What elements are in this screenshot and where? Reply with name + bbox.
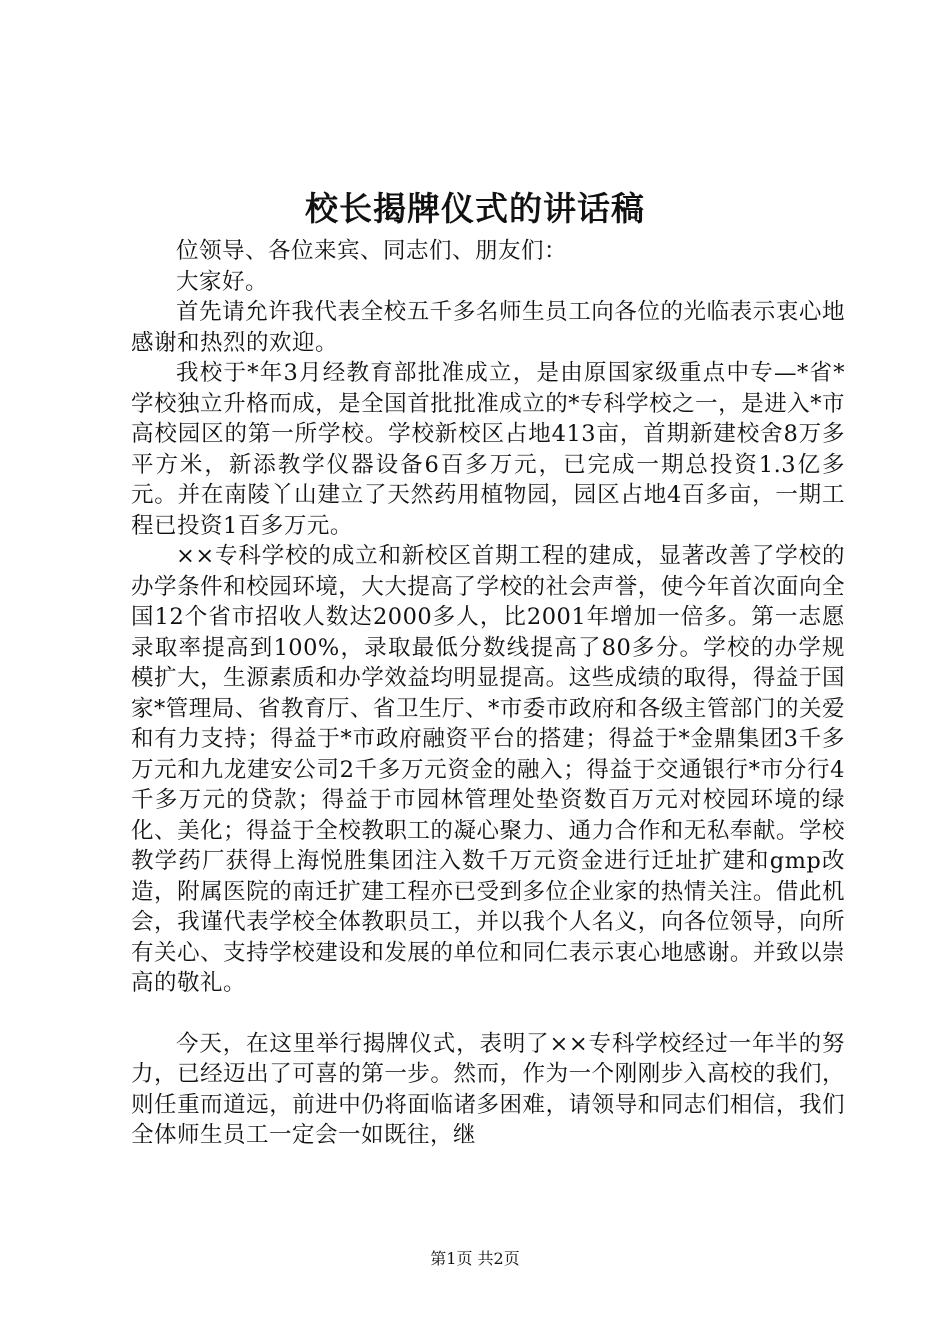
welcome-paragraph: 首先请允许我代表全校五千多名师生员工向各位的光临表示衷心地感谢和热烈的欢迎。	[131, 299, 845, 356]
greeting-paragraph: 位领导、各位来宾、同志们、朋友们：	[176, 238, 568, 264]
document-body	[131, 236, 845, 1151]
page-footer: 第1页 共2页	[430, 1249, 520, 1268]
ceremony-paragraph: 今天，在这里举行揭牌仪式，表明了××专科学校经过一年半的努力，已经迈出了可喜的第一步。然而，作为一个刚刚步入高校的我们，则任重而道远，前进中仍将面临诸多困难，请领导和同志们相信，我们全体师生员工一定会一如既往，继	[131, 1030, 845, 1148]
hello-paragraph: 大家好。	[176, 268, 269, 295]
achievements-paragraph: ××专科学校的成立和新校区首期工程的建成，显著改善了学校的办学条件和校园环境，大大提高了学校的社会声誉，使今年首次面向全国12个省市招收人数达2000多人，比2001年增加一倍多。第一志愿录取率提高到100%，录取最低分数线提高了80多分。学校的办学规模扩大，生源素质和办学效益均明显提高。这些成绩的取得，得益于国家*管理局、省教育厅、省卫生厅、*市委市政府和各级主管部门的关爱和有力支持；得益于*市政府融资平台的搭建；得益于*金鼎集团3千多万元和九龙建安公司2千多万元资金的融入；得益于交通银行*市分行4千多万元的贷款；得益于市园林管理处垫资数百万元对校园环境的绿化、美化；得益于全校教职工的凝心聚力、通力合作和无私奉献。学校教学药厂获得上海悦胜集团注入数千万元资金进行迁址扩建和gmp改造，附属医院的南迁扩建工程亦已受到多位企业家的热情关注。借此机会，我谨代表学校全体教职员工，并以我个人名义，向各位领导，向所有关心、支持学校建设和发展的单位和同仁表示衷心地感谢。并致以崇高的敬礼。	[131, 543, 845, 996]
school-history-paragraph: 我校于*年3月经教育部批准成立，是由原国家级重点中专—*省*学校独立升格而成，是全国首批批准成立的*专科学校之一，是进入*市高校园区的第一所学校。学校新校区占地413亩，首期新建校舍8万多平方米，新添教学仪器设备6百多万元，已完成一期总投资1.3亿多元。并在南陵丫山建立了天然药用植物园，园区占地4百多亩，一期工程已投资1百多万元。	[131, 360, 845, 539]
document-title: 校长揭牌仪式的讲话稿	[305, 189, 645, 228]
